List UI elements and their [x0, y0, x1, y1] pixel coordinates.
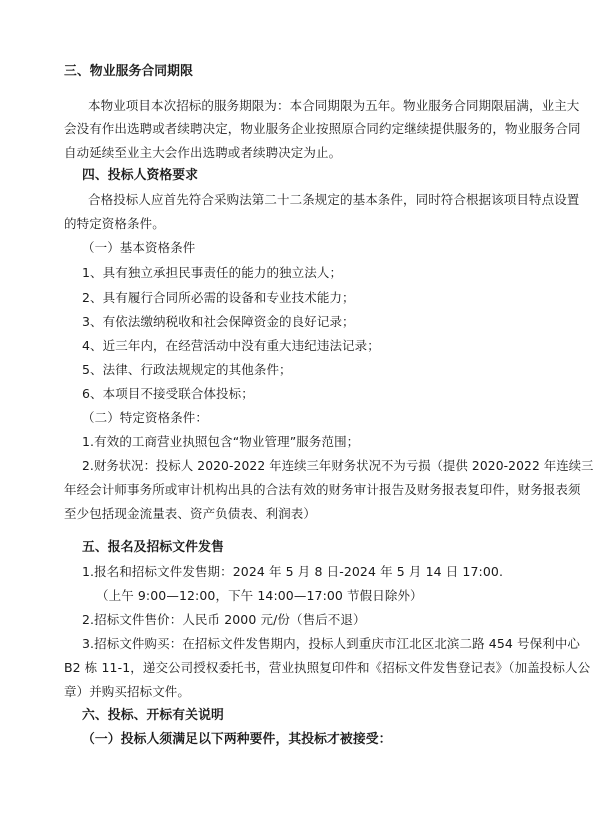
special-item-1: 1.有效的工商营业执照包含“物业管理”服务范围；	[82, 434, 360, 449]
section-4-intro-line-1: 合格投标人应首先符合采购法第二十二条规定的基本条件，同时符合根据该项目特点设置	[88, 192, 580, 207]
basic-qualification-title: （一）基本资格条件	[82, 240, 196, 255]
basic-item-4: 4、近三年内，在经营活动中没有重大违纪违法记录；	[82, 338, 380, 353]
section-3-paragraph-line-2: 会没有作出选聘或者续聘决定，物业服务企业按照原合同约定继续提供服务的，物业服务合同	[64, 121, 581, 136]
section-6-heading: 六、投标、开标有关说明	[82, 708, 224, 723]
basic-item-2: 2、具有履行合同所必需的设备和专业技术能力；	[82, 290, 355, 305]
section-5-item-1: 1.报名和招标文件发售期：2024 年 5 月 8 日-2024 年 5 月 14 日 17:00.	[82, 564, 504, 579]
section-4-heading: 四、投标人资格要求	[82, 168, 199, 183]
basic-item-5: 5、法律、行政法规规定的其他条件；	[82, 362, 292, 377]
section-3-paragraph-line-3: 自动延续至业主大会作出选聘或者续聘决定为止。	[64, 145, 342, 160]
section-5-heading: 五、报名及招标文件发售	[82, 540, 224, 555]
section-5-item-2: 2.招标文件售价：人民币 2000 元/份（售后不退）	[82, 612, 366, 627]
special-item-2-line-2: 年经会计师事务所或审计机构出具的合法有效的财务审计报告及财务报表复印件，财务报表须	[64, 482, 581, 497]
section-4-intro-line-2: 的特定资格条件。	[64, 216, 165, 231]
section-5-item-1-note: （上午 9:00—12:00，下午 14:00—17:00 节假日除外）	[96, 588, 423, 603]
section-5-item-3-line-3: 章）并购买招标文件。	[64, 684, 191, 699]
special-qualification-title: （二）特定资格条件：	[82, 410, 209, 425]
basic-item-3: 3、有依法缴纳税收和社会保障资金的良好记录；	[82, 314, 355, 329]
section-6-item-1: （一）投标人须满足以下两种要件，其投标才被接受：	[82, 732, 392, 747]
section-5-item-3-line-1: 3.招标文件购买：在招标文件发售期内，投标人到重庆市江北区北滨二路 454 号保利中心	[82, 636, 581, 651]
special-item-2-line-1: 2.财务状况：投标人 2020-2022 年连续三年财务状况不为亏损（提供 2020-2022 年连续三	[82, 459, 594, 473]
basic-item-1: 1、具有独立承担民事责任的能力的独立法人；	[82, 265, 343, 280]
section-3-paragraph-line-1: 本物业项目本次招标的服务期限为：本合同期限为五年。物业服务合同期限届满，业主大	[88, 98, 580, 113]
section-3-heading: 三、物业服务合同期限	[64, 64, 193, 79]
special-item-2-line-3: 至少包括现金流量表、资产负债表、利润表）	[64, 506, 317, 521]
basic-item-6: 6、本项目不接受联合体投标；	[82, 386, 254, 401]
section-5-item-3-line-2: B2 栋 11-1，递交公司授权委托书，营业执照复印件和《招标文件发售登记表》（加盖投标人公	[64, 660, 591, 675]
